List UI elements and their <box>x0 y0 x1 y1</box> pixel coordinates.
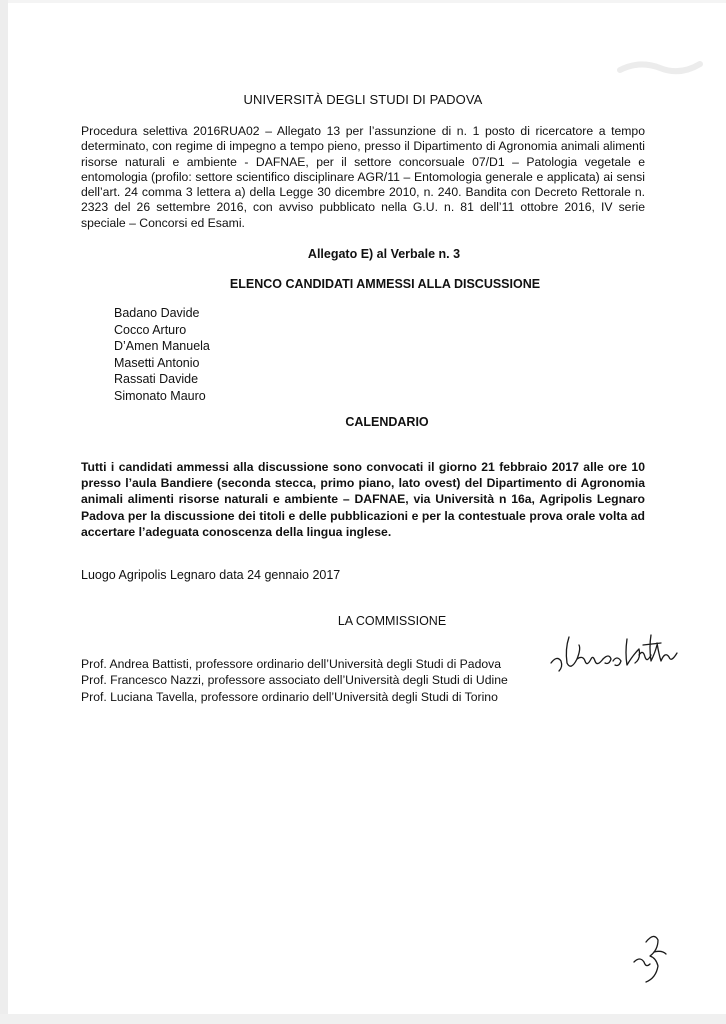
commission-members <box>81 656 508 705</box>
commission-title: LA COMMISSIONE <box>337 614 447 628</box>
handwritten-signature <box>547 615 687 690</box>
place-date: Luogo Agripolis Legnaro data 24 gennaio 2017 <box>81 568 341 582</box>
candidates-list-title: ELENCO CANDIDATI AMMESSI ALLA DISCUSSIONE <box>229 277 541 291</box>
scan-edge-bottom <box>0 1014 726 1024</box>
calendar-title: CALENDARIO <box>345 415 429 429</box>
member-item: Prof. Luciana Tavella, professore ordinario dell’Università degli Studi di Torino <box>81 689 498 704</box>
scan-edge-left <box>0 0 8 1024</box>
candidates-list <box>114 305 210 404</box>
convocation-paragraph: Tutti i candidati ammessi alla discussione sono convocati il giorno 21 febbraio 2017 alle ore 10 presso l’aula Bandiere (seconda stecca, primo piano, lato ovest) del Dipartimento di Agronomia animali alimenti risorse naturali e ambiente – DAFNAE, via Università n 16a, Agripolis Legnaro Padova per la discussione dei titoli e delle pubblicazioni e per la contestuale prova orale volta ad accertare l’adeguata conoscenza della lingua inglese. <box>81 460 645 539</box>
candidate-item: D’Amen Manuela <box>114 339 210 353</box>
candidate-item: Rassati Davide <box>114 372 199 386</box>
scan-smudge <box>600 40 710 100</box>
handwritten-initials <box>628 922 674 992</box>
scan-edge-top <box>0 0 726 3</box>
allegato-title: Allegato E) al Verbale n. 3 <box>307 247 461 261</box>
candidate-item: Cocco Arturo <box>114 322 187 337</box>
member-item: Prof. Francesco Nazzi, professore associato dell’Università degli Studi di Udine <box>81 673 508 688</box>
procedure-paragraph: Procedura selettiva 2016RUA02 – Allegato 13 per l’assunzione di n. 1 posto di ricercatore a tempo determinato, con regime di impegno a tempo pieno, presso il Dipartimento di Agronomia animali alimenti risorse naturali e ambiente - DAFNAE, per il settore concorsuale 07/D1 – Patologia vegetale e entomologia (profilo: settore scientifico disciplinare AGR/11 – Entomologia generale e applicata) ai sensi dell’art. 24 comma 3 lettera a) della Legge 30 dicembre 2010, n. 240. Bandita con Decreto Rettorale n. 2323 del 26 settembre 2016, con avviso pubblicato nella G.U. n. 81 dell’11 ottobre 2016, IV serie speciale – Concorsi ed Esami. <box>81 124 645 230</box>
candidate-item: Badano Davide <box>114 306 200 320</box>
candidate-item: Simonato Mauro <box>114 388 206 403</box>
university-header: UNIVERSITÀ DEGLI STUDI DI PADOVA <box>243 92 483 107</box>
candidate-item: Masetti Antonio <box>114 355 200 370</box>
member-item: Prof. Andrea Battisti, professore ordinario dell’Università degli Studi di Padova <box>81 657 502 671</box>
